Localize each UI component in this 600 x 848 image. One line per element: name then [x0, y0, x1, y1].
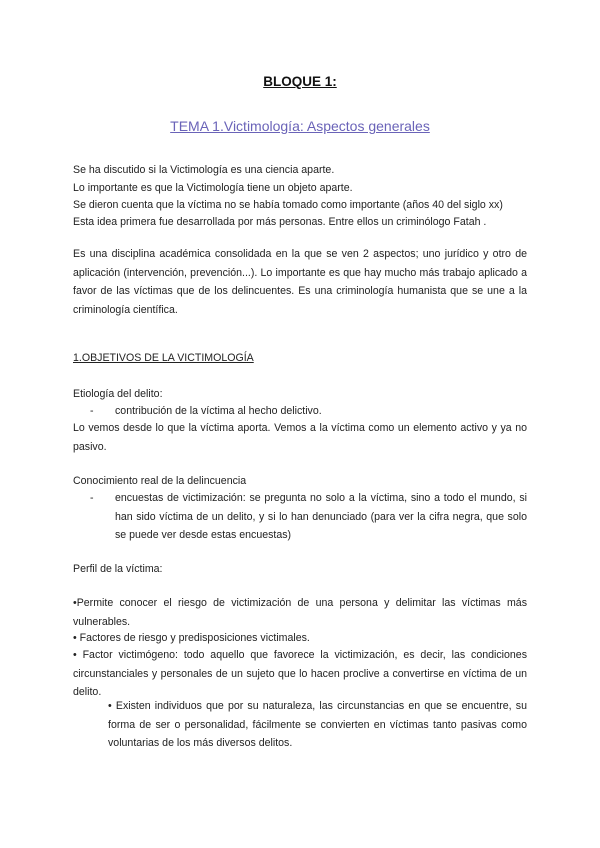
etiologia-paragraph: Lo vemos desde lo que la víctima aporta. Vemos a la víctima como un elemento activo y ya no pasivo. [73, 422, 527, 453]
etiologia-item [90, 402, 527, 421]
intro-line-4: Esta idea primera fue desarrollada por más personas. Entre ellos un criminólogo Fatah . [73, 216, 487, 228]
document-page [73, 0, 527, 848]
conocimiento-item-text: encuestas de victimización: se pregunta no solo a la víctima, sino a todo el mundo, si han sido víctima de un delito, y si lo han denunciado (para ver la cifra negra, que solo se puede ver desde estas encuestas) [115, 492, 527, 541]
conocimiento-title: Conocimiento real de la delincuencia [73, 475, 247, 487]
topic-title: TEMA 1.Victimología: Aspectos generales [170, 118, 430, 134]
perfil-sub-bullet: • Existen individuos que por su naturaleza, las circunstancias en que se encuentre, su forma de ser o personalidad, fácilmente se convierten en víctimas tanto pasivas como voluntarias de los más diversos delitos. [108, 700, 527, 749]
intro-line-2: Lo importante es que la Victimología tiene un objeto aparte. [73, 182, 353, 194]
etiologia-title: Etiología del delito: [73, 388, 163, 400]
section-heading-objetivos: 1.OBJETIVOS DE LA VICTIMOLOGÍA [73, 352, 254, 364]
perfil-bullet-2: • Factores de riesgo y predisposiciones victimales. [73, 632, 310, 644]
intro-line-3: Se dieron cuenta que la víctima no se había tomado como importante (años 40 del siglo xx) [73, 199, 503, 211]
perfil-title: Perfil de la víctima: [73, 563, 163, 575]
etiologia-item-text: contribución de la víctima al hecho delictivo. [115, 405, 322, 417]
perfil-bullet-1: •Permite conocer el riesgo de victimización de una persona y delimitar las víctimas más vulnerables. [73, 597, 527, 628]
intro-line-1: Se ha discutido si la Victimología es una ciencia aparte. [73, 164, 335, 176]
block-title: BLOQUE 1: [263, 74, 337, 89]
dash-marker: - [90, 492, 94, 504]
conocimiento-item [90, 489, 527, 545]
perfil-bullet-3: • Factor victimógeno: todo aquello que favorece la victimización, es decir, las condiciones circunstanciales y personales de un sujeto que lo hacen proclive a convertirse en víctima de un delito. [73, 649, 527, 698]
paragraph-discipline: Es una disciplina académica consolidada en la que se ven 2 aspectos; uno jurídico y otro de aplicación (intervención, prevención...). Lo importante es que hay mucho más trabajo aplicado a favor de las víctimas que de los delincuentes. Es una criminología humanista que se une a la criminología científica. [73, 248, 527, 316]
dash-marker: - [90, 405, 94, 417]
